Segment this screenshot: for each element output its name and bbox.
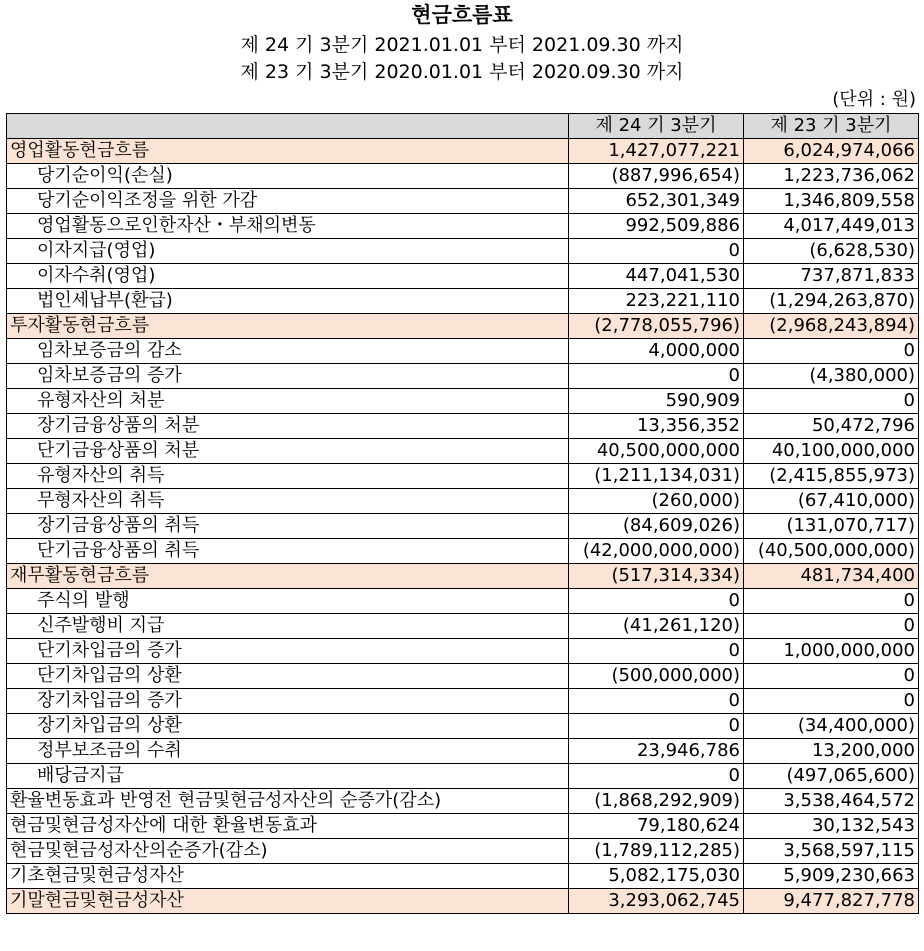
row-current-value: (41,261,120) xyxy=(569,614,744,639)
row-label: 환율변동효과 반영전 현금및현금성자산의 순증가(감소) xyxy=(7,789,569,814)
table-row xyxy=(7,789,919,814)
row-prior-value: (6,628,530) xyxy=(744,239,919,264)
row-label: 유형자산의 취득 xyxy=(7,464,569,489)
row-prior-value: (4,380,000) xyxy=(744,364,919,389)
row-label: 단기차입금의 상환 xyxy=(7,664,569,689)
row-current-value: 13,356,352 xyxy=(569,414,744,439)
row-label: 영업활동으로인한자산・부채의변동 xyxy=(7,214,569,239)
row-current-value: 0 xyxy=(569,689,744,714)
row-prior-value: 0 xyxy=(744,589,919,614)
row-label: 재무활동현금흐름 xyxy=(7,564,569,589)
unit-label: (단위 : 원) xyxy=(832,89,916,110)
row-prior-value: 30,132,543 xyxy=(744,814,919,839)
table-row xyxy=(7,189,919,214)
table-row xyxy=(7,489,919,514)
row-current-value: 79,180,624 xyxy=(569,814,744,839)
row-label: 당기순이익(손실) xyxy=(7,164,569,189)
table-row xyxy=(7,864,919,889)
row-prior-value: 0 xyxy=(744,689,919,714)
row-prior-value: 0 xyxy=(744,614,919,639)
header-current-period: 제 24 기 3분기 xyxy=(569,114,744,139)
table-row xyxy=(7,364,919,389)
row-prior-value: 0 xyxy=(744,339,919,364)
row-label: 주식의 발행 xyxy=(7,589,569,614)
row-current-value: (84,609,026) xyxy=(569,514,744,539)
row-current-value: (1,211,134,031) xyxy=(569,464,744,489)
table-row xyxy=(7,314,919,339)
row-prior-value: 3,568,597,115 xyxy=(744,839,919,864)
row-label: 장기금융상품의 취득 xyxy=(7,514,569,539)
table-row xyxy=(7,639,919,664)
row-current-value: 4,000,000 xyxy=(569,339,744,364)
row-prior-value: 4,017,449,013 xyxy=(744,214,919,239)
row-current-value: 0 xyxy=(569,764,744,789)
row-label: 현금및현금성자산에 대한 환율변동효과 xyxy=(7,814,569,839)
row-prior-value: 481,734,400 xyxy=(744,564,919,589)
table-row xyxy=(7,464,919,489)
row-prior-value: (2,415,855,973) xyxy=(744,464,919,489)
row-current-value: 0 xyxy=(569,239,744,264)
row-current-value: 447,041,530 xyxy=(569,264,744,289)
row-label: 당기순이익조정을 위한 가감 xyxy=(7,189,569,214)
row-label: 기초현금및현금성자산 xyxy=(7,864,569,889)
table-row xyxy=(7,814,919,839)
table-row xyxy=(7,739,919,764)
table-row xyxy=(7,514,919,539)
table-row xyxy=(7,139,919,164)
row-prior-value: 1,346,809,558 xyxy=(744,189,919,214)
table-row xyxy=(7,289,919,314)
row-label: 투자활동현금흐름 xyxy=(7,314,569,339)
table-row xyxy=(7,214,919,239)
row-prior-value: (497,065,600) xyxy=(744,764,919,789)
row-current-value: 223,221,110 xyxy=(569,289,744,314)
row-label: 이자지급(영업) xyxy=(7,239,569,264)
row-current-value: 992,509,886 xyxy=(569,214,744,239)
row-label: 정부보조금의 수취 xyxy=(7,739,569,764)
row-label: 장기차입금의 상환 xyxy=(7,714,569,739)
table-row xyxy=(7,839,919,864)
row-current-value: (500,000,000) xyxy=(569,664,744,689)
table-row xyxy=(7,539,919,564)
row-current-value: 0 xyxy=(569,639,744,664)
row-current-value: 40,500,000,000 xyxy=(569,439,744,464)
table-row xyxy=(7,889,919,914)
row-label: 단기금융상품의 처분 xyxy=(7,439,569,464)
row-current-value: 23,946,786 xyxy=(569,739,744,764)
table-row xyxy=(7,439,919,464)
row-prior-value: 40,100,000,000 xyxy=(744,439,919,464)
row-current-value: (2,778,055,796) xyxy=(569,314,744,339)
row-prior-value: (131,070,717) xyxy=(744,514,919,539)
row-prior-value: (1,294,263,870) xyxy=(744,289,919,314)
row-current-value: 5,082,175,030 xyxy=(569,864,744,889)
row-label: 장기차입금의 증가 xyxy=(7,689,569,714)
row-current-value: 0 xyxy=(569,364,744,389)
table-row xyxy=(7,389,919,414)
header-prior-period: 제 23 기 3분기 xyxy=(744,114,919,139)
table-row xyxy=(7,614,919,639)
row-prior-value: 1,223,736,062 xyxy=(744,164,919,189)
row-prior-value: 3,538,464,572 xyxy=(744,789,919,814)
row-label: 현금및현금성자산의순증가(감소) xyxy=(7,839,569,864)
period-prior: 제 23 기 3분기 2020.01.01 부터 2020.09.30 까지 xyxy=(240,61,684,83)
row-current-value: 3,293,062,745 xyxy=(569,889,744,914)
row-prior-value: 5,909,230,663 xyxy=(744,864,919,889)
row-label: 이자수취(영업) xyxy=(7,264,569,289)
row-current-value: (887,996,654) xyxy=(569,164,744,189)
row-current-value: 1,427,077,221 xyxy=(569,139,744,164)
row-current-value: 652,301,349 xyxy=(569,189,744,214)
row-label: 배당금지급 xyxy=(7,764,569,789)
row-current-value: (1,789,112,285) xyxy=(569,839,744,864)
row-prior-value: 6,024,974,066 xyxy=(744,139,919,164)
table-row xyxy=(7,764,919,789)
row-prior-value: 50,472,796 xyxy=(744,414,919,439)
row-label: 유형자산의 처분 xyxy=(7,389,569,414)
row-prior-value: 0 xyxy=(744,664,919,689)
row-prior-value: 13,200,000 xyxy=(744,739,919,764)
statement-title: 현금흐름표 xyxy=(411,3,513,27)
table-row xyxy=(7,589,919,614)
row-label: 임차보증금의 감소 xyxy=(7,339,569,364)
row-current-value: (517,314,334) xyxy=(569,564,744,589)
row-label: 영업활동현금흐름 xyxy=(7,139,569,164)
row-prior-value: (34,400,000) xyxy=(744,714,919,739)
table-row xyxy=(7,689,919,714)
row-label: 신주발행비 지급 xyxy=(7,614,569,639)
header-label-cell xyxy=(7,114,569,139)
row-current-value: (1,868,292,909) xyxy=(569,789,744,814)
row-label: 기말현금및현금성자산 xyxy=(7,889,569,914)
row-prior-value: 0 xyxy=(744,389,919,414)
row-current-value: (42,000,000,000) xyxy=(569,539,744,564)
table-row xyxy=(7,339,919,364)
table-row xyxy=(7,239,919,264)
row-prior-value: 737,871,833 xyxy=(744,264,919,289)
row-current-value: 590,909 xyxy=(569,389,744,414)
row-label: 단기차입금의 증가 xyxy=(7,639,569,664)
table-header-row xyxy=(7,114,919,139)
row-label: 장기금융상품의 처분 xyxy=(7,414,569,439)
table-row xyxy=(7,164,919,189)
cash-flow-table xyxy=(6,113,919,914)
row-current-value: 0 xyxy=(569,589,744,614)
row-current-value: 0 xyxy=(569,714,744,739)
row-prior-value: (2,968,243,894) xyxy=(744,314,919,339)
table-row xyxy=(7,664,919,689)
period-current: 제 24 기 3분기 2021.01.01 부터 2021.09.30 까지 xyxy=(240,34,684,56)
table-row xyxy=(7,414,919,439)
row-prior-value: 9,477,827,778 xyxy=(744,889,919,914)
table-row xyxy=(7,564,919,589)
row-prior-value: 1,000,000,000 xyxy=(744,639,919,664)
row-prior-value: (67,410,000) xyxy=(744,489,919,514)
table-row xyxy=(7,714,919,739)
row-label: 임차보증금의 증가 xyxy=(7,364,569,389)
row-prior-value: (40,500,000,000) xyxy=(744,539,919,564)
row-label: 무형자산의 취득 xyxy=(7,489,569,514)
row-label: 법인세납부(환급) xyxy=(7,289,569,314)
row-current-value: (260,000) xyxy=(569,489,744,514)
table-row xyxy=(7,264,919,289)
row-label: 단기금융상품의 취득 xyxy=(7,539,569,564)
